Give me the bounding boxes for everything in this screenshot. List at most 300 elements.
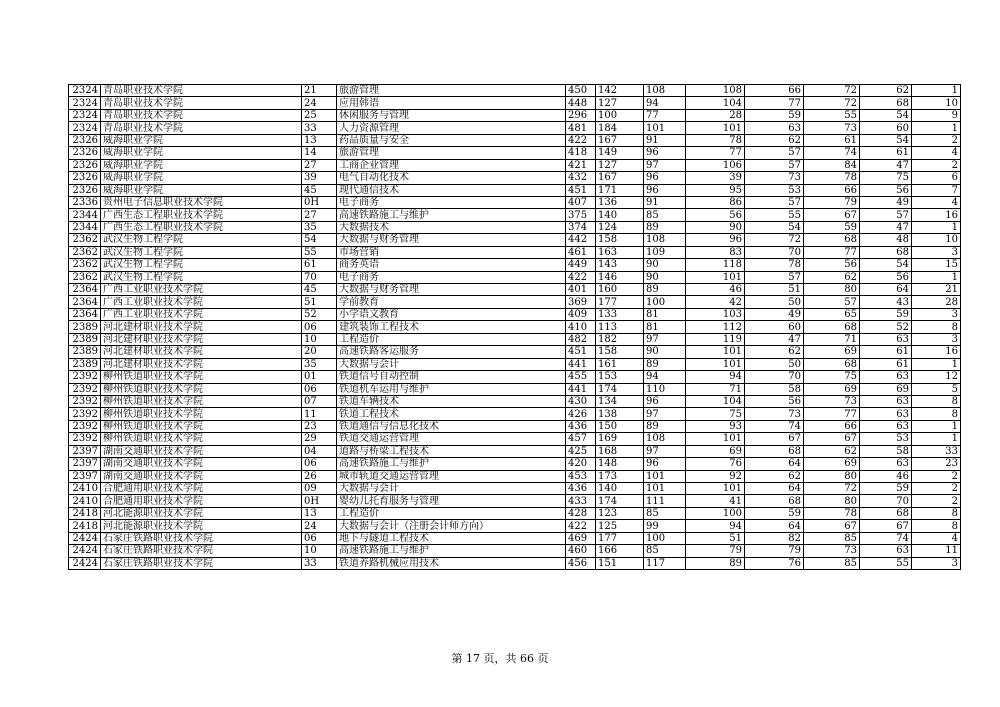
cell-major-code: 29 [302, 433, 337, 445]
table-row [69, 122, 961, 134]
cell-score-f: 54 [860, 134, 912, 146]
cell-score-d: 63 [745, 122, 804, 134]
cell-total-score: 448 [566, 97, 596, 109]
cell-major-name: 电子商务 [337, 271, 566, 283]
cell-major-code: 09 [302, 483, 337, 495]
table-row [69, 246, 961, 258]
cell-score-e: 77 [804, 408, 860, 420]
table-row [69, 445, 961, 457]
cell-score-e: 67 [804, 209, 860, 221]
cell-school-name: 河北能源职业技术学院 [101, 520, 302, 532]
cell-score-d: 76 [745, 557, 804, 569]
cell-total-score: 449 [566, 259, 596, 271]
cell-school-name: 柳州铁道职业技术学院 [101, 383, 302, 395]
cell-score-a: 127 [596, 97, 644, 109]
cell-school-name: 河北建材职业技术学院 [101, 358, 302, 370]
cell-score-e: 68 [804, 358, 860, 370]
cell-score-e: 68 [804, 234, 860, 246]
cell-major-code: 45 [302, 284, 337, 296]
cell-score-c: 39 [686, 172, 745, 184]
cell-school-code: 2389 [69, 346, 101, 358]
cell-school-code: 2392 [69, 395, 101, 407]
cell-school-code: 2326 [69, 134, 101, 146]
cell-rank: 8 [912, 395, 961, 407]
cell-major-name: 高速铁路客运服务 [337, 346, 566, 358]
cell-school-code: 2392 [69, 408, 101, 420]
cell-major-code: 01 [302, 371, 337, 383]
cell-score-a: 173 [596, 470, 644, 482]
cell-score-c: 106 [686, 159, 745, 171]
cell-score-c: 103 [686, 308, 745, 320]
cell-rank: 2 [912, 470, 961, 482]
cell-score-b: 111 [644, 495, 686, 507]
cell-major-code: 14 [302, 147, 337, 159]
cell-major-code: 35 [302, 221, 337, 233]
table-row [69, 196, 961, 208]
cell-major-name: 工商企业管理 [337, 159, 566, 171]
cell-total-score: 421 [566, 159, 596, 171]
cell-score-d: 56 [745, 395, 804, 407]
cell-score-f: 69 [860, 383, 912, 395]
cell-rank: 9 [912, 109, 961, 121]
cell-school-code: 2424 [69, 532, 101, 544]
cell-score-f: 56 [860, 271, 912, 283]
cell-rank: 2 [912, 159, 961, 171]
cell-score-f: 61 [860, 147, 912, 159]
cell-score-a: 158 [596, 346, 644, 358]
cell-rank: 1 [912, 85, 961, 97]
cell-score-c: 75 [686, 408, 745, 420]
cell-score-d: 68 [745, 495, 804, 507]
cell-major-code: 0H [302, 196, 337, 208]
cell-total-score: 469 [566, 532, 596, 544]
cell-score-a: 177 [596, 296, 644, 308]
table-row [69, 271, 961, 283]
cell-total-score: 461 [566, 246, 596, 258]
cell-score-d: 57 [745, 147, 804, 159]
cell-score-f: 49 [860, 196, 912, 208]
cell-major-name: 旅游管理 [337, 147, 566, 159]
cell-rank: 2 [912, 134, 961, 146]
cell-score-d: 62 [745, 346, 804, 358]
cell-rank: 1 [912, 221, 961, 233]
cell-major-code: 11 [302, 408, 337, 420]
cell-school-code: 2392 [69, 383, 101, 395]
cell-score-f: 62 [860, 85, 912, 97]
cell-score-d: 57 [745, 271, 804, 283]
cell-score-f: 70 [860, 495, 912, 507]
cell-score-c: 51 [686, 532, 745, 544]
cell-school-code: 2389 [69, 333, 101, 345]
cell-score-b: 97 [644, 445, 686, 457]
table-row [69, 134, 961, 146]
cell-score-a: 124 [596, 221, 644, 233]
table-row [69, 109, 961, 121]
cell-score-a: 166 [596, 545, 644, 557]
cell-score-e: 78 [804, 172, 860, 184]
cell-score-a: 136 [596, 196, 644, 208]
cell-major-name: 大数据技术 [337, 221, 566, 233]
cell-score-e: 85 [804, 532, 860, 544]
cell-school-code: 2410 [69, 495, 101, 507]
cell-school-name: 广西生态工程职业技术学院 [101, 209, 302, 221]
cell-score-e: 84 [804, 159, 860, 171]
table-row [69, 507, 961, 519]
cell-major-code: 39 [302, 172, 337, 184]
cell-score-f: 47 [860, 159, 912, 171]
cell-score-d: 64 [745, 483, 804, 495]
cell-score-d: 79 [745, 545, 804, 557]
cell-total-score: 426 [566, 408, 596, 420]
cell-score-a: 153 [596, 371, 644, 383]
cell-score-f: 54 [860, 259, 912, 271]
cell-school-code: 2397 [69, 470, 101, 482]
cell-rank: 33 [912, 445, 961, 457]
cell-score-e: 74 [804, 147, 860, 159]
table-row [69, 532, 961, 544]
cell-total-score: 450 [566, 85, 596, 97]
cell-major-name: 铁道交通运营管理 [337, 433, 566, 445]
cell-score-d: 50 [745, 296, 804, 308]
cell-rank: 4 [912, 196, 961, 208]
cell-rank: 21 [912, 284, 961, 296]
cell-score-d: 62 [745, 134, 804, 146]
cell-score-c: 86 [686, 196, 745, 208]
table-row [69, 520, 961, 532]
cell-major-name: 道路与桥梁工程技术 [337, 445, 566, 457]
cell-score-b: 90 [644, 346, 686, 358]
cell-score-e: 59 [804, 221, 860, 233]
cell-major-code: 52 [302, 308, 337, 320]
cell-score-a: 161 [596, 358, 644, 370]
cell-school-code: 2326 [69, 184, 101, 196]
cell-school-name: 广西工业职业技术学院 [101, 284, 302, 296]
cell-score-e: 72 [804, 483, 860, 495]
cell-score-a: 140 [596, 483, 644, 495]
cell-score-c: 101 [686, 433, 745, 445]
cell-score-f: 43 [860, 296, 912, 308]
cell-major-code: 13 [302, 507, 337, 519]
cell-score-e: 73 [804, 122, 860, 134]
cell-major-code: 07 [302, 395, 337, 407]
cell-score-f: 63 [860, 371, 912, 383]
cell-score-e: 80 [804, 470, 860, 482]
cell-major-code: 06 [302, 383, 337, 395]
cell-major-code: 35 [302, 358, 337, 370]
cell-school-name: 广西工业职业技术学院 [101, 296, 302, 308]
cell-score-d: 59 [745, 109, 804, 121]
cell-score-d: 73 [745, 172, 804, 184]
cell-school-code: 2324 [69, 85, 101, 97]
cell-major-name: 大数据与会计 [337, 358, 566, 370]
cell-score-c: 94 [686, 371, 745, 383]
cell-rank: 5 [912, 383, 961, 395]
cell-score-b: 90 [644, 271, 686, 283]
cell-total-score: 422 [566, 520, 596, 532]
cell-score-b: 97 [644, 159, 686, 171]
cell-score-c: 92 [686, 470, 745, 482]
cell-rank: 3 [912, 557, 961, 569]
cell-score-c: 46 [686, 284, 745, 296]
cell-school-code: 2326 [69, 159, 101, 171]
cell-school-name: 威海职业学院 [101, 134, 302, 146]
table-row [69, 408, 961, 420]
cell-school-name: 威海职业学院 [101, 147, 302, 159]
cell-score-c: 100 [686, 507, 745, 519]
cell-school-name: 青岛职业技术学院 [101, 97, 302, 109]
cell-score-c: 104 [686, 395, 745, 407]
cell-rank: 8 [912, 408, 961, 420]
cell-score-a: 174 [596, 383, 644, 395]
cell-score-e: 61 [804, 134, 860, 146]
cell-school-name: 威海职业学院 [101, 159, 302, 171]
cell-score-a: 149 [596, 147, 644, 159]
cell-school-code: 2410 [69, 483, 101, 495]
cell-score-a: 151 [596, 557, 644, 569]
table-row [69, 85, 961, 97]
table-row [69, 221, 961, 233]
cell-total-score: 451 [566, 346, 596, 358]
cell-school-code: 2418 [69, 520, 101, 532]
cell-total-score: 401 [566, 284, 596, 296]
cell-score-d: 82 [745, 532, 804, 544]
cell-total-score: 436 [566, 420, 596, 432]
cell-score-d: 70 [745, 246, 804, 258]
cell-total-score: 422 [566, 271, 596, 283]
cell-rank: 7 [912, 184, 961, 196]
cell-score-f: 63 [860, 420, 912, 432]
table-row [69, 284, 961, 296]
cell-rank: 1 [912, 122, 961, 134]
cell-score-b: 91 [644, 134, 686, 146]
cell-score-f: 59 [860, 308, 912, 320]
cell-major-name: 电子商务 [337, 196, 566, 208]
cell-score-a: 113 [596, 321, 644, 333]
cell-school-name: 柳州铁道职业技术学院 [101, 433, 302, 445]
cell-score-a: 125 [596, 520, 644, 532]
cell-major-code: 10 [302, 333, 337, 345]
cell-total-score: 453 [566, 470, 596, 482]
cell-score-d: 58 [745, 383, 804, 395]
cell-score-f: 63 [860, 408, 912, 420]
cell-total-score: 430 [566, 395, 596, 407]
cell-score-e: 73 [804, 545, 860, 557]
cell-total-score: 418 [566, 147, 596, 159]
cell-score-a: 167 [596, 134, 644, 146]
cell-school-code: 2326 [69, 147, 101, 159]
cell-score-d: 68 [745, 445, 804, 457]
cell-major-code: 23 [302, 420, 337, 432]
cell-score-a: 148 [596, 458, 644, 470]
cell-score-e: 78 [804, 507, 860, 519]
cell-score-c: 69 [686, 445, 745, 457]
cell-score-d: 49 [745, 308, 804, 320]
table-row [69, 458, 961, 470]
table-row [69, 495, 961, 507]
cell-score-b: 96 [644, 172, 686, 184]
cell-major-code: 61 [302, 259, 337, 271]
cell-school-name: 威海职业学院 [101, 172, 302, 184]
cell-score-b: 109 [644, 246, 686, 258]
cell-score-e: 68 [804, 321, 860, 333]
cell-rank: 4 [912, 532, 961, 544]
cell-major-name: 高速铁路施工与维护 [337, 458, 566, 470]
cell-major-name: 旅游管理 [337, 85, 566, 97]
cell-score-c: 71 [686, 383, 745, 395]
cell-rank: 10 [912, 97, 961, 109]
cell-major-code: 24 [302, 97, 337, 109]
cell-school-code: 2389 [69, 358, 101, 370]
cell-score-b: 97 [644, 408, 686, 420]
cell-rank: 23 [912, 458, 961, 470]
table-body [69, 85, 961, 570]
cell-score-f: 63 [860, 545, 912, 557]
cell-score-d: 59 [745, 507, 804, 519]
cell-score-f: 58 [860, 445, 912, 457]
cell-score-e: 67 [804, 520, 860, 532]
cell-score-c: 78 [686, 134, 745, 146]
cell-total-score: 441 [566, 358, 596, 370]
cell-score-b: 117 [644, 557, 686, 569]
table-row [69, 308, 961, 320]
cell-school-code: 2344 [69, 221, 101, 233]
cell-total-score: 369 [566, 296, 596, 308]
cell-rank: 1 [912, 420, 961, 432]
cell-score-a: 138 [596, 408, 644, 420]
table-row [69, 557, 961, 569]
cell-score-b: 96 [644, 395, 686, 407]
cell-score-e: 80 [804, 495, 860, 507]
cell-major-name: 小学语文教育 [337, 308, 566, 320]
table-row [69, 358, 961, 370]
cell-school-code: 2397 [69, 445, 101, 457]
cell-score-b: 96 [644, 184, 686, 196]
cell-school-name: 柳州铁道职业技术学院 [101, 420, 302, 432]
cell-score-b: 110 [644, 383, 686, 395]
cell-score-e: 66 [804, 420, 860, 432]
cell-school-code: 2364 [69, 296, 101, 308]
cell-major-code: 25 [302, 109, 337, 121]
cell-total-score: 422 [566, 134, 596, 146]
cell-score-d: 47 [745, 333, 804, 345]
cell-score-b: 100 [644, 296, 686, 308]
cell-score-e: 77 [804, 246, 860, 258]
cell-school-name: 河北能源职业技术学院 [101, 507, 302, 519]
cell-score-f: 60 [860, 122, 912, 134]
cell-score-a: 100 [596, 109, 644, 121]
cell-total-score: 432 [566, 172, 596, 184]
cell-school-code: 2336 [69, 196, 101, 208]
cell-major-name: 工程造价 [337, 507, 566, 519]
cell-major-name: 铁道信号自动控制 [337, 371, 566, 383]
cell-rank: 3 [912, 308, 961, 320]
cell-score-d: 50 [745, 358, 804, 370]
cell-score-d: 53 [745, 184, 804, 196]
cell-major-code: 0H [302, 495, 337, 507]
cell-score-e: 80 [804, 284, 860, 296]
cell-school-code: 2364 [69, 284, 101, 296]
cell-score-d: 73 [745, 408, 804, 420]
cell-school-name: 湖南交通职业技术学院 [101, 458, 302, 470]
cell-school-name: 柳州铁道职业技术学院 [101, 408, 302, 420]
cell-school-code: 2326 [69, 172, 101, 184]
cell-rank: 4 [912, 147, 961, 159]
cell-total-score: 407 [566, 196, 596, 208]
admission-table [68, 84, 961, 570]
cell-rank: 8 [912, 520, 961, 532]
cell-score-d: 67 [745, 433, 804, 445]
cell-school-name: 湖南交通职业技术学院 [101, 445, 302, 457]
cell-score-b: 89 [644, 358, 686, 370]
cell-rank: 10 [912, 234, 961, 246]
cell-score-e: 79 [804, 196, 860, 208]
cell-score-b: 94 [644, 97, 686, 109]
cell-score-a: 177 [596, 532, 644, 544]
cell-score-d: 66 [745, 85, 804, 97]
table-row [69, 97, 961, 109]
cell-score-d: 78 [745, 259, 804, 271]
cell-score-f: 67 [860, 520, 912, 532]
cell-major-code: 06 [302, 321, 337, 333]
cell-major-name: 建筑装饰工程技术 [337, 321, 566, 333]
cell-score-b: 81 [644, 308, 686, 320]
cell-score-a: 182 [596, 333, 644, 345]
cell-score-b: 108 [644, 234, 686, 246]
cell-score-c: 28 [686, 109, 745, 121]
cell-score-b: 96 [644, 147, 686, 159]
cell-major-name: 大数据与财务管理 [337, 234, 566, 246]
cell-rank: 15 [912, 259, 961, 271]
cell-school-code: 2397 [69, 458, 101, 470]
cell-major-name: 学前教育 [337, 296, 566, 308]
table-row [69, 346, 961, 358]
table-row [69, 470, 961, 482]
cell-score-f: 47 [860, 221, 912, 233]
cell-score-f: 46 [860, 470, 912, 482]
cell-score-b: 94 [644, 371, 686, 383]
cell-school-code: 2362 [69, 234, 101, 246]
cell-school-code: 2362 [69, 259, 101, 271]
cell-score-d: 64 [745, 520, 804, 532]
cell-score-a: 134 [596, 395, 644, 407]
table-row [69, 483, 961, 495]
cell-score-b: 90 [644, 259, 686, 271]
cell-score-c: 96 [686, 234, 745, 246]
cell-rank: 2 [912, 495, 961, 507]
cell-score-c: 94 [686, 520, 745, 532]
cell-school-name: 贵州电子信息职业技术学院 [101, 196, 302, 208]
cell-score-c: 101 [686, 483, 745, 495]
page-footer: 第 17 页，共 66 页 [451, 652, 549, 665]
cell-score-b: 89 [644, 221, 686, 233]
cell-score-e: 69 [804, 458, 860, 470]
cell-major-code: 04 [302, 445, 337, 457]
cell-major-name: 电气自动化技术 [337, 172, 566, 184]
cell-score-e: 75 [804, 371, 860, 383]
cell-school-code: 2392 [69, 433, 101, 445]
cell-score-c: 101 [686, 271, 745, 283]
cell-score-b: 101 [644, 470, 686, 482]
cell-major-code: 45 [302, 184, 337, 196]
cell-major-code: 51 [302, 296, 337, 308]
cell-score-a: 160 [596, 284, 644, 296]
cell-major-code: 06 [302, 532, 337, 544]
cell-score-e: 66 [804, 184, 860, 196]
cell-score-a: 133 [596, 308, 644, 320]
cell-score-a: 123 [596, 507, 644, 519]
cell-total-score: 409 [566, 308, 596, 320]
cell-score-d: 57 [745, 159, 804, 171]
